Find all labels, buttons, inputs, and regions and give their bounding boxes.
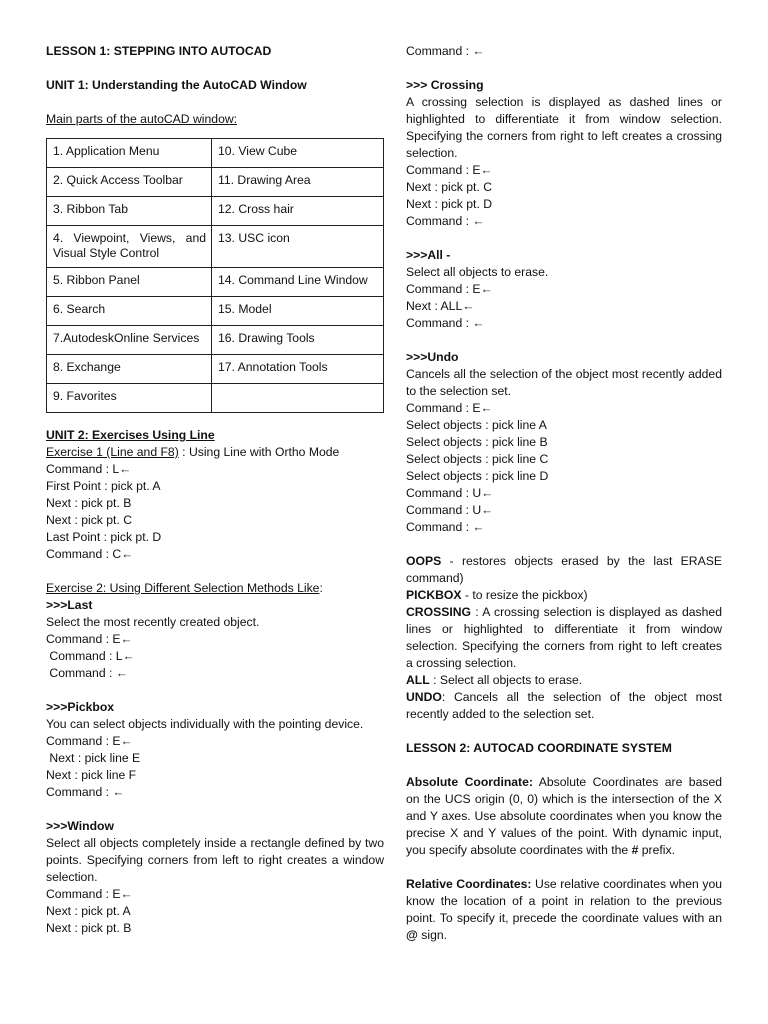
parts-table-cell: 9. Favorites [47, 384, 212, 413]
parts-table-cell: 6. Search [47, 297, 212, 326]
exercise2-colon: : [319, 581, 323, 595]
command-line: Command : L← [46, 649, 135, 663]
undo-description: Cancels all the selection of the object most recently added to the selection set. [406, 367, 722, 398]
at-symbol: @ [406, 928, 418, 942]
command-line: Next : pick pt. A [46, 904, 131, 918]
oops-definition [406, 553, 722, 587]
command-line: Command : E← [46, 887, 133, 901]
command-line: Select objects : pick line B [406, 435, 548, 449]
parts-table-cell: 14. Command Line Window [212, 268, 384, 297]
parts-table-cell: 8. Exchange [47, 355, 212, 384]
command-line: Command : U← [406, 503, 494, 517]
lesson1-heading: LESSON 1: STEPPING INTO AUTOCAD [46, 44, 272, 58]
command-line: Next : pick pt. C [406, 180, 493, 194]
relative-coordinate-paragraph [406, 876, 722, 944]
oops-term: OOPS [406, 554, 442, 568]
exercise1-heading [46, 444, 384, 461]
command-line: Next : pick line F [46, 768, 137, 782]
parts-table-row [47, 268, 384, 297]
exercise2-title: Exercise 2: Using Different Selection Methods Like [46, 581, 320, 595]
all-commands [406, 264, 722, 332]
parts-table-cell: 16. Drawing Tools [212, 326, 384, 355]
oops-text: - restores objects erased by the last ERASE command) [406, 554, 722, 585]
crossing-text: : A crossing selection is displayed as dashed lines or highlighted to differentiate it from window selection. Specifying the corners from right to left creates a crossing selection. [406, 605, 722, 670]
command-line: Next : pick pt. D [406, 197, 493, 211]
command-line: Command : E← [406, 401, 493, 415]
relative-term: Relative Coordinates: [406, 877, 532, 891]
parts-table-cell: 1. Application Menu [47, 139, 212, 168]
crossing-term: CROSSING [406, 605, 472, 619]
undo-definition [406, 689, 722, 723]
command-line: Command : ← [406, 520, 485, 534]
command-line: First Point : pick pt. A [46, 479, 161, 493]
command-line: Command : ← [46, 785, 125, 799]
parts-table-cell: 5. Ribbon Panel [47, 268, 212, 297]
command-line: Command : C← [46, 547, 134, 561]
parts-table-cell: 11. Drawing Area [212, 168, 384, 197]
parts-table-row [47, 226, 384, 268]
pickbox-commands [46, 733, 384, 801]
window-description: Select all objects completely inside a rectangle defined by two points. Specifying corners from left to right creates a window selection. [46, 836, 384, 884]
unit1-heading: UNIT 1: Understanding the AutoCAD Window [46, 78, 307, 92]
parts-table-cell: 13. USC icon [212, 226, 384, 268]
parts-table-cell: 15. Model [212, 297, 384, 326]
right-column [406, 43, 722, 944]
command-line: Select objects : pick line D [406, 469, 549, 483]
parts-table-row [47, 197, 384, 226]
all-definition [406, 672, 722, 689]
parts-table [46, 138, 384, 413]
relative-text-end: sign. [417, 928, 448, 942]
all-heading: >>>All - [406, 248, 451, 262]
crossing-commands [406, 162, 722, 230]
undo-term: UNDO [406, 690, 442, 704]
command-line: Next : pick pt. C [46, 513, 133, 527]
command-line: Next : ALL← [406, 299, 475, 313]
parts-table-cell: 7.AutodeskOnline Services [47, 326, 212, 355]
hash-symbol: # [631, 843, 639, 857]
window-commands [46, 886, 384, 937]
parts-table-cell: 12. Cross hair [212, 197, 384, 226]
relative-text: Use relative coordinates when you know the location of a point in relation to the previous point. To specify it, precede the coordinate values with an [406, 877, 723, 925]
parts-table-row [47, 326, 384, 355]
command-line: Command : L← [46, 462, 132, 476]
window-heading: >>>Window [46, 819, 114, 833]
main-parts-caption: Main parts of the autoCAD window: [46, 112, 238, 126]
parts-table-cell: 17. Annotation Tools [212, 355, 384, 384]
command-line: Command : E← [46, 632, 133, 646]
exercise2-heading [46, 580, 384, 597]
parts-table-row [47, 384, 384, 413]
crossing-description: A crossing selection is displayed as dashed lines or highlighted to differentiate it from window selection. Specifying the corners from right to left creates a crossing selection. [406, 95, 722, 160]
parts-table-cell [212, 384, 384, 413]
command-line: Next : pick line E [46, 751, 141, 765]
exercise1-subtitle: : Using Line with Ortho Mode [178, 445, 340, 459]
command-line: Next : pick pt. B [46, 496, 132, 510]
command-line: Next : pick pt. B [46, 921, 132, 935]
parts-table-cell: 4. Viewpoint, Views, and Visual Style Control [47, 226, 212, 268]
parts-table-row [47, 355, 384, 384]
command-line: Command : ← [46, 666, 128, 680]
lesson2-heading: LESSON 2: AUTOCAD COORDINATE SYSTEM [406, 741, 672, 755]
pickbox-definition [406, 587, 722, 604]
last-heading: >>>Last [46, 598, 93, 612]
crossing-heading: >>> Crossing [406, 78, 484, 92]
undo-commands [406, 400, 722, 536]
absolute-coordinate-paragraph [406, 774, 722, 859]
undo-heading: >>>Undo [406, 350, 459, 364]
command-line: Command : U← [406, 486, 494, 500]
command-line: Command : E← [406, 163, 493, 177]
all-term: ALL [406, 673, 430, 687]
command-line: Command : ← [406, 316, 485, 330]
absolute-term: Absolute Coordinate: [406, 775, 533, 789]
command-line: Select all objects to erase. [406, 265, 549, 279]
command-line: Command : E← [406, 282, 493, 296]
pickbox-heading: >>>Pickbox [46, 700, 115, 714]
unit2-heading: UNIT 2: Exercises Using Line [46, 428, 215, 442]
pickbox-term: PICKBOX [406, 588, 462, 602]
command-line: Last Point : pick pt. D [46, 530, 162, 544]
command-line: Command : E← [46, 734, 133, 748]
absolute-text: Absolute Coordinates are based on the UCS origin (0, 0) which is the intersection of the X and Y axes. Use absolute coordinates when you know the precise X and Y values of the point. With dynamic input, you specify absolute coordinates with the [406, 775, 723, 857]
parts-table-cell: 10. View Cube [212, 139, 384, 168]
command-line: Select the most recently created object. [46, 615, 260, 629]
parts-table-row [47, 139, 384, 168]
command-line: Select objects : pick line C [406, 452, 549, 466]
pickbox-description: You can select objects individually with the pointing device. [46, 717, 364, 731]
last-commands [46, 614, 384, 682]
parts-table-row [47, 297, 384, 326]
all-text: : Select all objects to erase. [429, 673, 583, 687]
command-line: Command : ← [406, 214, 485, 228]
parts-table-cell: 3. Ribbon Tab [47, 197, 212, 226]
undo-text: : Cancels all the selection of the object most recently added to the selection set. [406, 690, 722, 721]
left-column [46, 43, 384, 937]
pickbox-text: - to resize the pickbox) [461, 588, 588, 602]
exercise1-commands [46, 461, 384, 563]
parts-table-cell: 2. Quick Access Toolbar [47, 168, 212, 197]
command-line: Select objects : pick line A [406, 418, 547, 432]
parts-table-row [47, 168, 384, 197]
command-top: Command : ← [406, 44, 485, 58]
absolute-text-end: prefix. [638, 843, 675, 857]
exercise1-title: Exercise 1 (Line and F8) [46, 445, 179, 459]
crossing-definition [406, 604, 722, 672]
